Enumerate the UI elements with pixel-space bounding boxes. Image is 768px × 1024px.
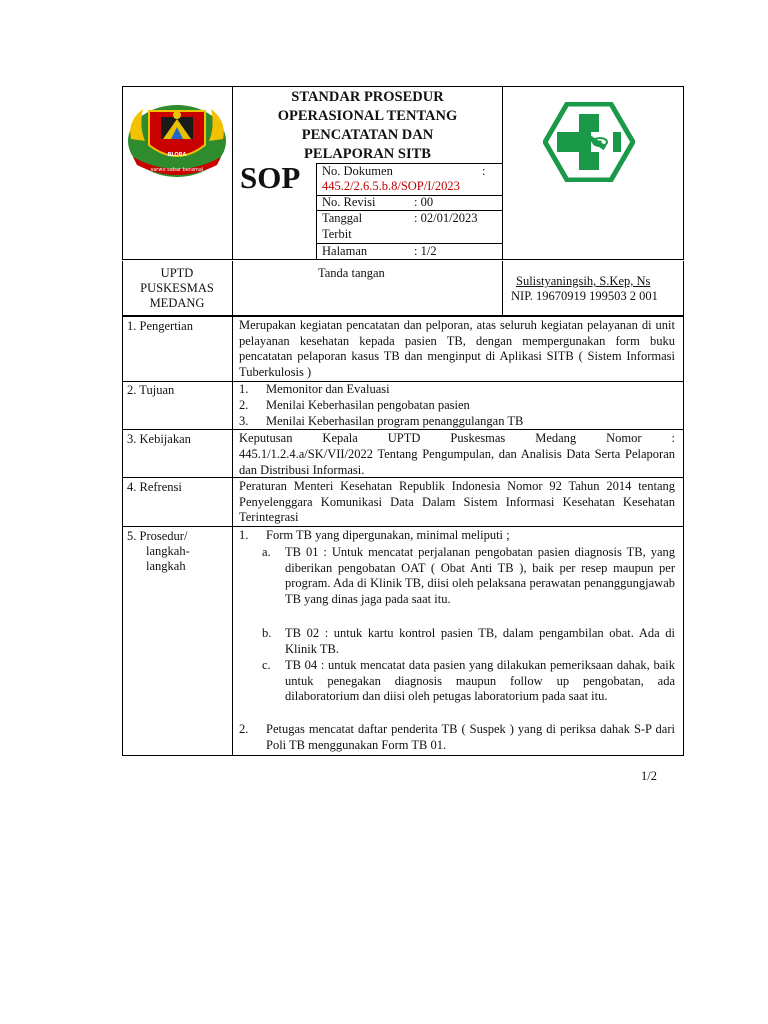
list-text: TB 04 : untuk mencatat data pasien yang dilakukan pemeriksaan dahak, baik untuk penegakan diagnosis maupun follow up pengobatan, ada dilaboratorium dan diisi oleh petugas laboratorium pada saat itu.: [285, 658, 675, 704]
org-line: UPTD: [160, 266, 194, 280]
org-line: MEDANG: [149, 296, 205, 310]
list-text: Form TB yang dipergunakan, minimal meliputi ;: [266, 528, 510, 542]
section-text-pengertian: Merupakan kegiatan pencatatan dan pelporan, atas seluruh kegiatan pelayanan di unit pelayanan kesehatan kepada pasien TB, dengan mempergunakan form buku pencatatan pelaporan kasus TB dan menginput di Aplikasi SITB ( Sistem Informasi Tuberkulosis ): [239, 318, 675, 379]
doc-no-separator: :: [482, 164, 486, 178]
document-title: [233, 86, 502, 164]
blora-emblem-logo: [125, 101, 229, 181]
list-text: Petugas mencatat daftar penderita TB ( Suspek ) yang di periksa dahak S-P dari Poli TB menggunakan Form TB 01.: [266, 722, 675, 752]
list-number: 3.: [239, 414, 249, 428]
section-text-kebijakan: 445.1/1.2.4.a/SK/VII/2022 Tentang Pengumpulan, dan Analisis Data Serta Pelaporan dan Distribusi Informasi.: [239, 447, 675, 477]
doc-no-value: 445.2/2.6.5.b.8/SOP/I/2023: [322, 179, 460, 193]
issue-date-label-2: Terbit: [322, 227, 352, 241]
logo-motto: sarwo sabar beramal: [150, 167, 204, 173]
org-line: PUSKESMAS: [140, 281, 214, 295]
divider: [502, 86, 503, 260]
section-label-tujuan: 2. Tujuan: [127, 383, 175, 397]
list-text: Menilai Keberhasilan program penanggulangan TB: [266, 414, 524, 428]
section-label-prosedur: [127, 529, 227, 574]
page-label: Halaman: [322, 244, 368, 258]
list-letter: a.: [262, 545, 271, 559]
divider: [232, 316, 233, 756]
title-line: PENCATATAN DAN: [301, 127, 434, 143]
signature-label: Tanda tangan: [318, 266, 385, 280]
logo-text: BLORA: [167, 152, 187, 158]
list-text: TB 01 : Untuk mencatat perjalanan pengobatan pasien diagnosis TB, yang diberikan pengobatan OAT ( Obat Anti TB ), baik per resep maupun per program. Ada di Klinik TB, diisi oleh pelaksana perawatan penanggungjawab TB yang dinas jaga pada saat itu.: [285, 545, 675, 606]
puskesmas-logo: [543, 102, 635, 182]
divider: [502, 261, 503, 316]
section-text-kebijakan-line1: Keputusan Kepala UPTD Puskesmas Medang Nomor :: [239, 431, 675, 445]
section-text-refrensi: Peraturan Menteri Kesehatan Republik Indonesia Nomor 92 Tahun 2014 tentang Penyelenggara Komunikasi Data Dalam Sistem Informasi Kesehatan Kesehatan Terintegrasi: [239, 479, 675, 525]
section-label-refrensi: 4. Refrensi: [127, 480, 182, 494]
title-line: OPERASIONAL TENTANG: [277, 108, 458, 124]
label-line: langkah: [146, 559, 186, 573]
list-text: TB 02 : untuk kartu kontrol pasien TB, dalam pengambilan obat. Ada di Klinik TB.: [285, 626, 675, 656]
sop-label: SOP: [240, 160, 301, 195]
list-letter: c.: [262, 658, 271, 672]
revision-value: : 00: [414, 195, 434, 209]
list-number: 2.: [239, 398, 249, 412]
title-line: PELAPORAN SITB: [304, 146, 431, 162]
page-number: 1/2: [641, 769, 657, 783]
issue-date-value: : 02/01/2023: [414, 211, 478, 225]
label-line: langkah-: [146, 544, 190, 558]
title-line: STANDAR PROSEDUR: [291, 89, 444, 105]
signer-nip: NIP. 19670919 199503 2 001: [511, 289, 658, 303]
list-letter: b.: [262, 626, 272, 640]
divider: [122, 526, 684, 527]
list-text: Memonitor dan Evaluasi: [266, 382, 390, 396]
organization-name: [122, 266, 232, 311]
list-text: Menilai Keberhasilan pengobatan pasien: [266, 398, 470, 412]
list-number: 1.: [239, 382, 249, 396]
page-value: : 1/2: [414, 244, 437, 258]
divider: [316, 163, 317, 260]
divider: [232, 261, 233, 316]
list-number: 2.: [239, 722, 249, 736]
issue-date-label: Tanggal: [322, 211, 363, 225]
section-label-kebijakan: 3. Kebijakan: [127, 432, 191, 446]
label-line: 5. Prosedur/: [127, 529, 188, 543]
signer-name: Sulistyaningsih, S.Kep, Ns: [516, 274, 651, 288]
section-label-pengertian: 1. Pengertian: [127, 319, 193, 333]
revision-label: No. Revisi: [322, 195, 376, 209]
doc-no-label: No. Dokumen: [322, 164, 393, 178]
list-number: 1.: [239, 528, 249, 542]
